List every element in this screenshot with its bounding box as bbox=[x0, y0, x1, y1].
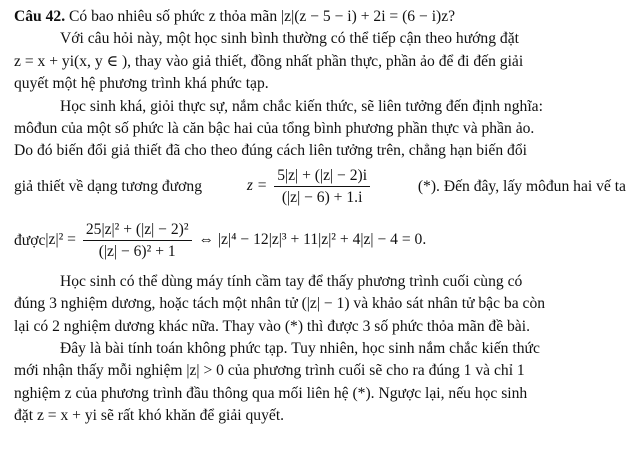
question-label: Câu 42. bbox=[14, 8, 66, 25]
paragraph-1-line-1: Với câu hỏi này, một học sinh bình thường có thể tiếp cận theo hướng đặt bbox=[60, 30, 519, 48]
paragraph-4-line-2: mới nhận thấy mỗi nghiệm |z| > 0 của phương trình cuối sẽ cho ra đúng 1 và chỉ 1 bbox=[14, 362, 525, 380]
modulus-equation bbox=[45, 219, 426, 262]
paragraph-3-line-3: lại có 2 nghiệm dương khác nữa. Thay vào (*) thì được 3 số phức thỏa mãn đề bài. bbox=[14, 317, 530, 335]
modulus-equation-rhs: ⇔ |z|⁴ − 12|z|³ + 11|z|² + 4|z| − 4 = 0. bbox=[198, 231, 427, 249]
equivalent-form-equation bbox=[247, 165, 373, 208]
equivalent-form-denominator: (|z| − 6) + 1.i bbox=[281, 189, 363, 207]
modulus-equation-lead: được bbox=[14, 231, 46, 249]
paragraph-3-line-1: Học sinh có thể dùng máy tính cầm tay để thấy phương trình cuối cùng có bbox=[60, 272, 523, 290]
paragraph-4-line-4: đặt z = x + yi sẽ rất khó khăn để giải quyết. bbox=[14, 407, 285, 425]
paragraph-1-line-2: z = x + yi(x, y ∈ ), thay vào giả thiết, đồng nhất phần thực, phần ảo để đi đến giải bbox=[14, 52, 524, 70]
equivalent-form-fraction bbox=[274, 165, 370, 208]
paragraph-4-line-3: nghiệm z của phương trình đầu thông qua mối liên hệ (*). Ngược lại, nếu học sinh bbox=[14, 384, 528, 402]
paragraph-2-line-2: môđun của một số phức là căn bậc hai của tổng bình phương phần thực và phần ảo. bbox=[14, 120, 535, 138]
modulus-equation-line bbox=[14, 211, 626, 271]
question-text: Có bao nhiêu số phức z thỏa mãn |z|(z − 5 − i) + 2i = (6 − i)z? bbox=[69, 8, 456, 25]
paragraph-3-line-2: đúng 3 nghiệm dương, hoặc tách một nhân tử (|z| − 1) và khảo sát nhân tử bậc ba còn bbox=[14, 295, 546, 313]
paragraph-4-line-1: Đây là bài tính toán không phức tạp. Tuy nhiên, học sinh nắm chắc kiến thức bbox=[60, 340, 540, 358]
equivalent-form-tail: (*). Đến đây, lấy môđun hai vế ta bbox=[417, 177, 626, 195]
equivalent-form-lhs: z = bbox=[246, 177, 268, 195]
equivalent-form-lead: giả thiết về dạng tương đương bbox=[14, 177, 203, 195]
modulus-equation-denominator: (|z| − 6)² + 1 bbox=[98, 243, 176, 261]
modulus-equation-fraction bbox=[83, 219, 192, 262]
paragraph-2-line-1: Học sinh khá, giỏi thực sự, nắm chắc kiến thức, sẽ liên tưởng đến định nghĩa: bbox=[60, 97, 543, 115]
paragraph-1-line-3: quyết một hệ phương trình khá phức tạp. bbox=[14, 75, 269, 93]
equivalent-form-line bbox=[14, 163, 626, 211]
equivalent-form-numerator: 5|z| + (|z| − 2)i bbox=[274, 165, 370, 187]
modulus-equation-numerator: 25|z|² + (|z| − 2)² bbox=[83, 219, 192, 241]
modulus-equation-lhs: |z|² = bbox=[45, 231, 76, 249]
question-line bbox=[14, 6, 626, 28]
paragraph-2-line-3: Do đó biến đổi giả thiết đã cho theo đúng cách liên tưởng trên, chẳng hạn biến đổi bbox=[14, 142, 527, 160]
